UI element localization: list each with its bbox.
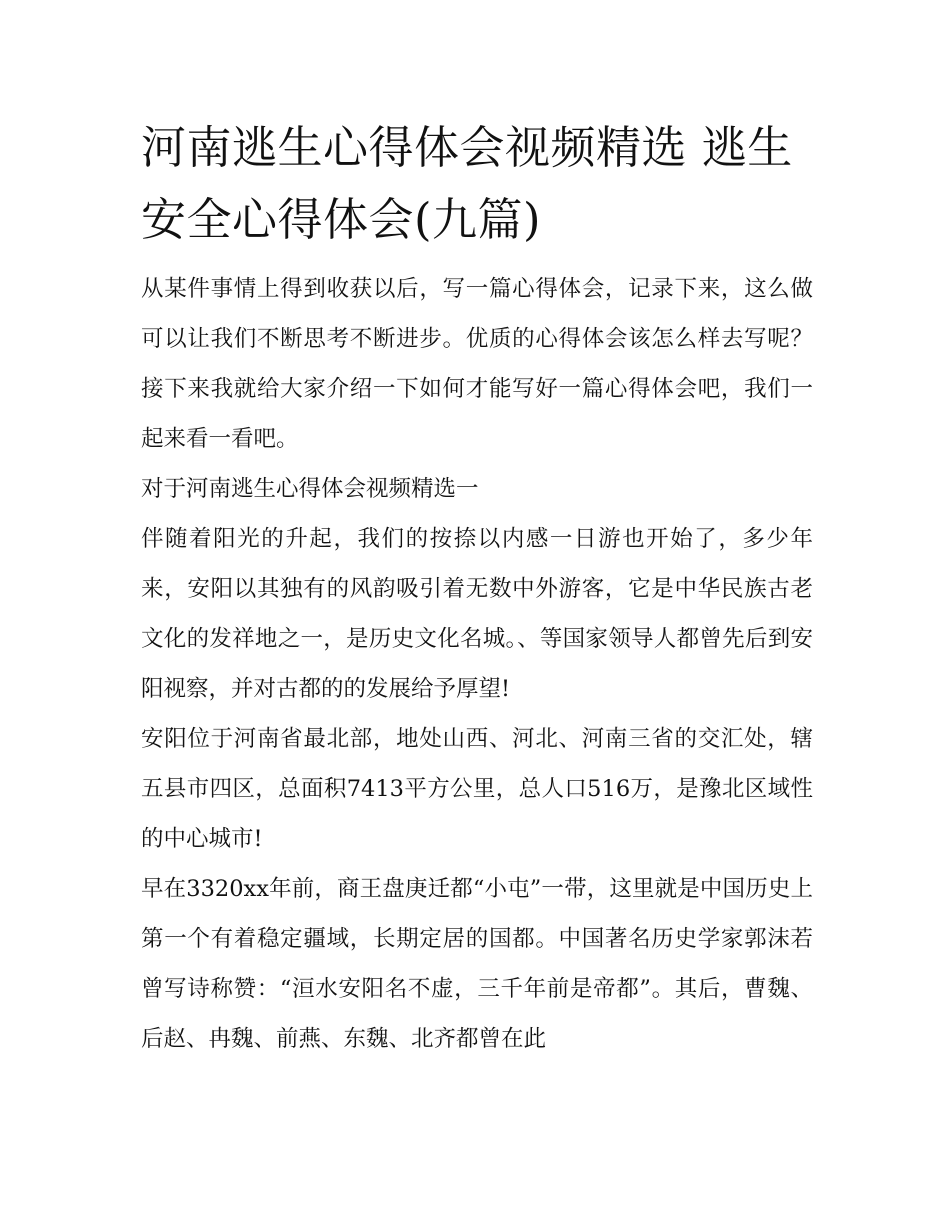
document-page [141,112,813,1064]
paragraph-heading: 对于河南逃生心得体会视频精选一 [141,476,479,502]
paragraph-body-3: 早在3320xx年前，商王盘庚迁都“小屯”一带，这里就是中国历史上第一个有着稳定疆域，长期定居的国都。中国著名历史学家郭沫若曾写诗称赞：“洹水安阳名不虚，三千年前是帝都”。其后，曹魏、后赵、冉魏、前燕、东魏、北齐都曾在此 [141,876,813,1052]
paragraph-intro: 从某件事情上得到收获以后，写一篇心得体会，记录下来，这么做可以让我们不断思考不断进步。优质的心得体会该怎么样去写呢？接下来我就给大家介绍一下如何才能写好一篇心得体会吧，我们一起来看一看吧。 [141,276,813,452]
document-title: 河南逃生心得体会视频精选 逃生安全心得体会(九篇) [141,121,793,246]
paragraph-body-1: 伴随着阳光的升起，我们的按捺以内感一日游也开始了，多少年来，安阳以其独有的风韵吸引着无数中外游客，它是中华民族古老文化的发祥地之一，是历史文化名城。、等国家领导人都曾先后到安阳视察，并对古都的的发展给予厚望! [141,526,813,702]
paragraph-body-2: 安阳位于河南省最北部，地处山西、河北、河南三省的交汇处，辖五县市四区，总面积7413平方公里，总人口516万，是豫北区域性的中心城市! [141,726,813,852]
